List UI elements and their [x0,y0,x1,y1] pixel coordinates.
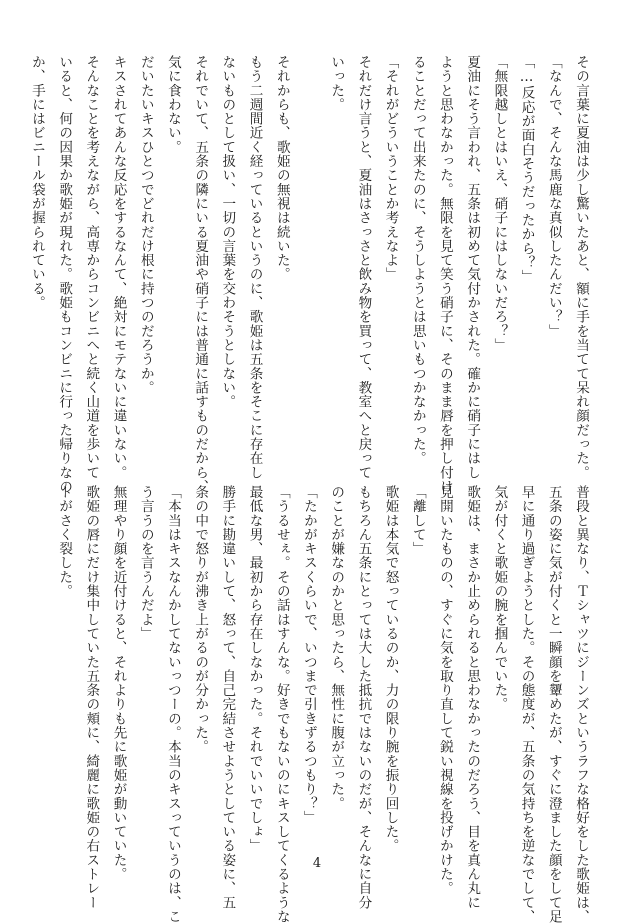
text-line: その言葉に夏油は少し驚いたあと、額に手を当てて呆れ顔だった。 [573,55,589,480]
text-line: もう二週間近く経っているというのに、歌姫は五条をそこに存在し [246,55,263,480]
text-line: か、手にはビニール袋が握られている。 [28,55,45,310]
text-line [295,55,322,485]
text-line: トがさく裂した。 [56,485,73,599]
text-line: もちろん五条にとっては大した抵抗ではないのだが、そんなに自分 [355,485,372,910]
text-line: 「本当はキスなんかしてないっつーの。本当のキスっていうのは、こ [164,485,181,924]
text-line: 無理やり顔を近付けると、それよりも先に歌姫が動いていた。 [110,485,127,882]
text-line: ないものとして扱い、一切の言葉を交わそうとしない。 [219,55,236,409]
text-line: 「…反応が面白そうだったから？」 [518,55,535,284]
text-line: だいたいキスひとつでどれだけ根に持つのだろうか。 [137,55,154,395]
text-line: 勝手に勘違いして、怒って、自己完結させようとしている姿に、五 [219,485,236,910]
text-line: 見開いたものの、すぐに気を取り直して鋭い視線を投げかけた。 [436,485,453,896]
upper-text-block [23,55,594,494]
text-line: う言うのを言うんだよ」 [137,485,154,641]
text-line: 早に通り過ぎようとした。その態度が、五条の気持ちを逆なでして、 [518,485,535,924]
text-line: のことが嫌なのかと思ったら、無性に腹が立った。 [328,485,345,811]
text-line: 「それがどういうことか考えなよ」 [382,55,399,282]
text-line: 「離して」 [409,485,426,556]
text-line: キスされてあんな反応をするなんて、絶対にモテないに違いない。 [110,55,127,480]
text-line: いった。 [328,55,345,112]
text-line: 夏油にそう言われ、五条は初めて気付かされた。確かに硝子にはし [464,55,481,480]
text-line: 「うるせぇ。その話はすんな。好きでもないのにキスしてくるような [273,485,290,924]
text-line: ることだって出来たのに、そうしようとは思いもつかなかった。 [409,55,426,466]
text-line: そんなことを考えながら、高専からコンビニへと続く山道を歩いて [83,55,100,480]
page-number: 4 [312,856,322,871]
lower-text-block [50,485,594,924]
text-line: 「たかがキスくらいで、いつまで引きずるつもり？」 [300,485,317,825]
text-line: 五条の姿に気が付くと一瞬顔を顰めたが、すぐに澄ました顔をして足 [545,485,562,924]
text-line: 「なんで、そんな馬鹿な真似したんだい？」 [545,55,562,338]
text-line: 気が付くと歌姫の腕を掴んでいた。 [491,485,508,712]
text-line: それでいて、五条の隣にいる夏油や硝子には普通に話すものだから、 [192,55,209,494]
text-line: 普段と異なり、Ｔシャツにジーンズというラフな格好をした歌姫は、 [573,485,589,924]
text-line: それからも、歌姫の無視は続いた。 [273,55,290,282]
text-line: それだけ言うと、夏油はさっさと飲み物を買って、教室へと戻って [355,55,372,480]
text-line: 条の中で怒りが沸き上がるのが分かった。 [192,485,209,754]
text-line: 歌姫の唇にだけ集中していた五条の頬に、綺麗に歌姫の右ストレー [83,485,100,910]
text-line: 歌姫は本気で怒っているのか、力の限り腕を振り回した。 [382,485,399,853]
text-line: ようと思わなかった。無限を見て笑う硝子に、そのまま唇を押し付け [436,55,453,494]
text-line: 「無限越しとはいえ、硝子にはしないだろ？」 [491,55,508,353]
text-line: 気に食わない。 [164,55,181,155]
text-line: いると、何の因果か歌姫が現れた。歌姫もコンビニに行った帰りなの [56,55,73,494]
text-line: 歌姫は、まさか止められると思わなかったのだろう、目を真ん丸に [464,485,481,910]
text-line: 最低な男、最初から存在しなかった。それでいいでしょ」 [246,485,263,853]
